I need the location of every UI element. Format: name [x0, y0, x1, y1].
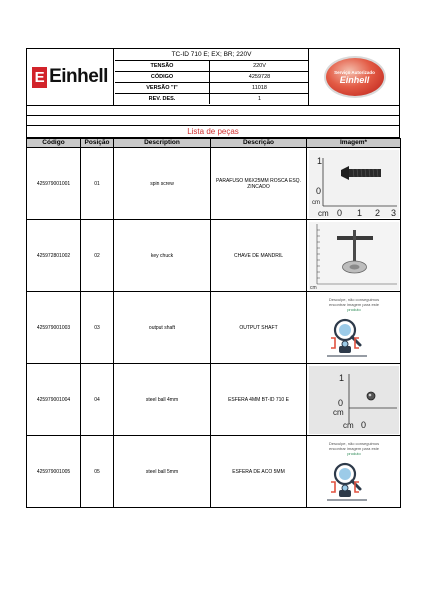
part-position: 02	[81, 220, 114, 292]
service-badge-cell	[308, 49, 400, 105]
ruler-label: cm	[311, 199, 320, 206]
part-image-cell	[307, 364, 401, 436]
ruler-label: 0	[336, 207, 342, 218]
ruler-label: 1	[316, 155, 322, 166]
brand-name: Einhell	[49, 66, 108, 87]
no-image-placeholder	[309, 294, 399, 362]
part-descricao: OUTPUT SHAFT	[211, 292, 307, 364]
ruler-label: 0	[337, 397, 343, 408]
ruler-label: 3	[390, 207, 396, 218]
part-descricao: ESFERA 4MM BT-ID 710 E	[211, 364, 307, 436]
part-code: 425979001004	[27, 364, 81, 436]
part-descricao: PARAFUSO M6X25MM ROSCA ESQ. ZINCADO	[211, 148, 307, 220]
ruler-label: 1	[338, 372, 344, 383]
placeholder-text: encontrar imagem para este	[328, 301, 379, 307]
table-header-row	[27, 139, 401, 148]
spec-row-versao	[115, 83, 308, 94]
spec-value: 220V	[253, 63, 266, 69]
ruler-label: cm	[309, 284, 317, 290]
part-code: 4259790010​01	[27, 148, 81, 220]
screw-photo	[309, 150, 399, 218]
placeholder-text: Desculpe, não conseguimos	[328, 440, 379, 446]
spec-value: 11018	[252, 85, 267, 91]
part-descricao: ESFERA DE ACO 5MM	[211, 436, 307, 508]
no-image-placeholder	[309, 438, 399, 506]
col-posicao: Posição	[81, 139, 114, 148]
service-badge	[324, 56, 386, 98]
brand-logo	[27, 49, 114, 105]
part-image-cell	[307, 220, 401, 292]
spec-value: 4259728	[248, 74, 271, 80]
part-position: 03	[81, 292, 114, 364]
part-image-cell	[307, 292, 401, 364]
placeholder-text: Desculpe, não conseguimos	[328, 296, 379, 302]
placeholder-text: produto	[346, 306, 361, 312]
part-image-cell	[307, 148, 401, 220]
ruler-label: cm	[342, 420, 354, 430]
model-line: TC-ID 710 E; EX; BR; 220V	[115, 49, 308, 61]
part-image-cell	[307, 436, 401, 508]
ruler-label: cm	[317, 208, 329, 218]
spec-row-rev	[115, 94, 308, 105]
badge-caption: Serviço Autorizado	[334, 69, 375, 75]
col-description: Description	[114, 139, 211, 148]
ruler-label: 0	[360, 419, 366, 430]
steel-ball-photo	[309, 366, 399, 434]
brand-logo-mark	[32, 67, 47, 88]
placeholder-text: produto	[346, 450, 361, 456]
placeholder-text: encontrar imagem para este	[328, 445, 379, 451]
badge-brand: Einhell	[339, 74, 370, 85]
spec-row-codigo	[115, 72, 308, 83]
spec-label: TENSÃO	[115, 61, 210, 71]
ruler-label: cm	[332, 407, 344, 417]
part-code: 425979001003	[27, 292, 81, 364]
part-descricao: CHAVE DE MANDRIL	[211, 220, 307, 292]
document-header	[26, 48, 400, 106]
part-position: 01	[81, 148, 114, 220]
spacer-row	[26, 116, 400, 126]
brand-logo-letter: E	[34, 68, 45, 86]
table-row	[27, 364, 401, 436]
part-code: 425972801002	[27, 220, 81, 292]
spec-label: VERSÃO "I"	[115, 83, 210, 93]
ruler-label: 1	[356, 207, 362, 218]
part-position: 04	[81, 364, 114, 436]
part-description: steel ball 5mm	[114, 436, 211, 508]
table-row	[27, 220, 401, 292]
chuck-key-photo	[309, 222, 399, 290]
table-row	[27, 292, 401, 364]
part-description: steel ball 4mm	[114, 364, 211, 436]
part-position: 05	[81, 436, 114, 508]
part-description: output shaft	[114, 292, 211, 364]
table-row	[27, 436, 401, 508]
ruler-label: 0	[315, 185, 321, 196]
spec-row-tensao	[115, 61, 308, 72]
col-descricao: Descrição	[211, 139, 307, 148]
col-imagem: Imagem*	[307, 139, 401, 148]
col-codigo: Código	[27, 139, 81, 148]
spec-label: REV. DES.	[115, 94, 210, 104]
parts-list-title: Lista de peças	[26, 126, 400, 138]
parts-table	[26, 138, 401, 508]
part-description: spin screw	[114, 148, 211, 220]
ruler-label: 2	[374, 207, 380, 218]
spec-label: CÓDIGO	[115, 72, 210, 82]
part-description: key chuck	[114, 220, 211, 292]
parts-sheet	[26, 48, 400, 508]
table-row	[27, 148, 401, 220]
spacer-row	[26, 106, 400, 116]
spec-value: 1	[257, 96, 262, 102]
part-code: 425979001005	[27, 436, 81, 508]
